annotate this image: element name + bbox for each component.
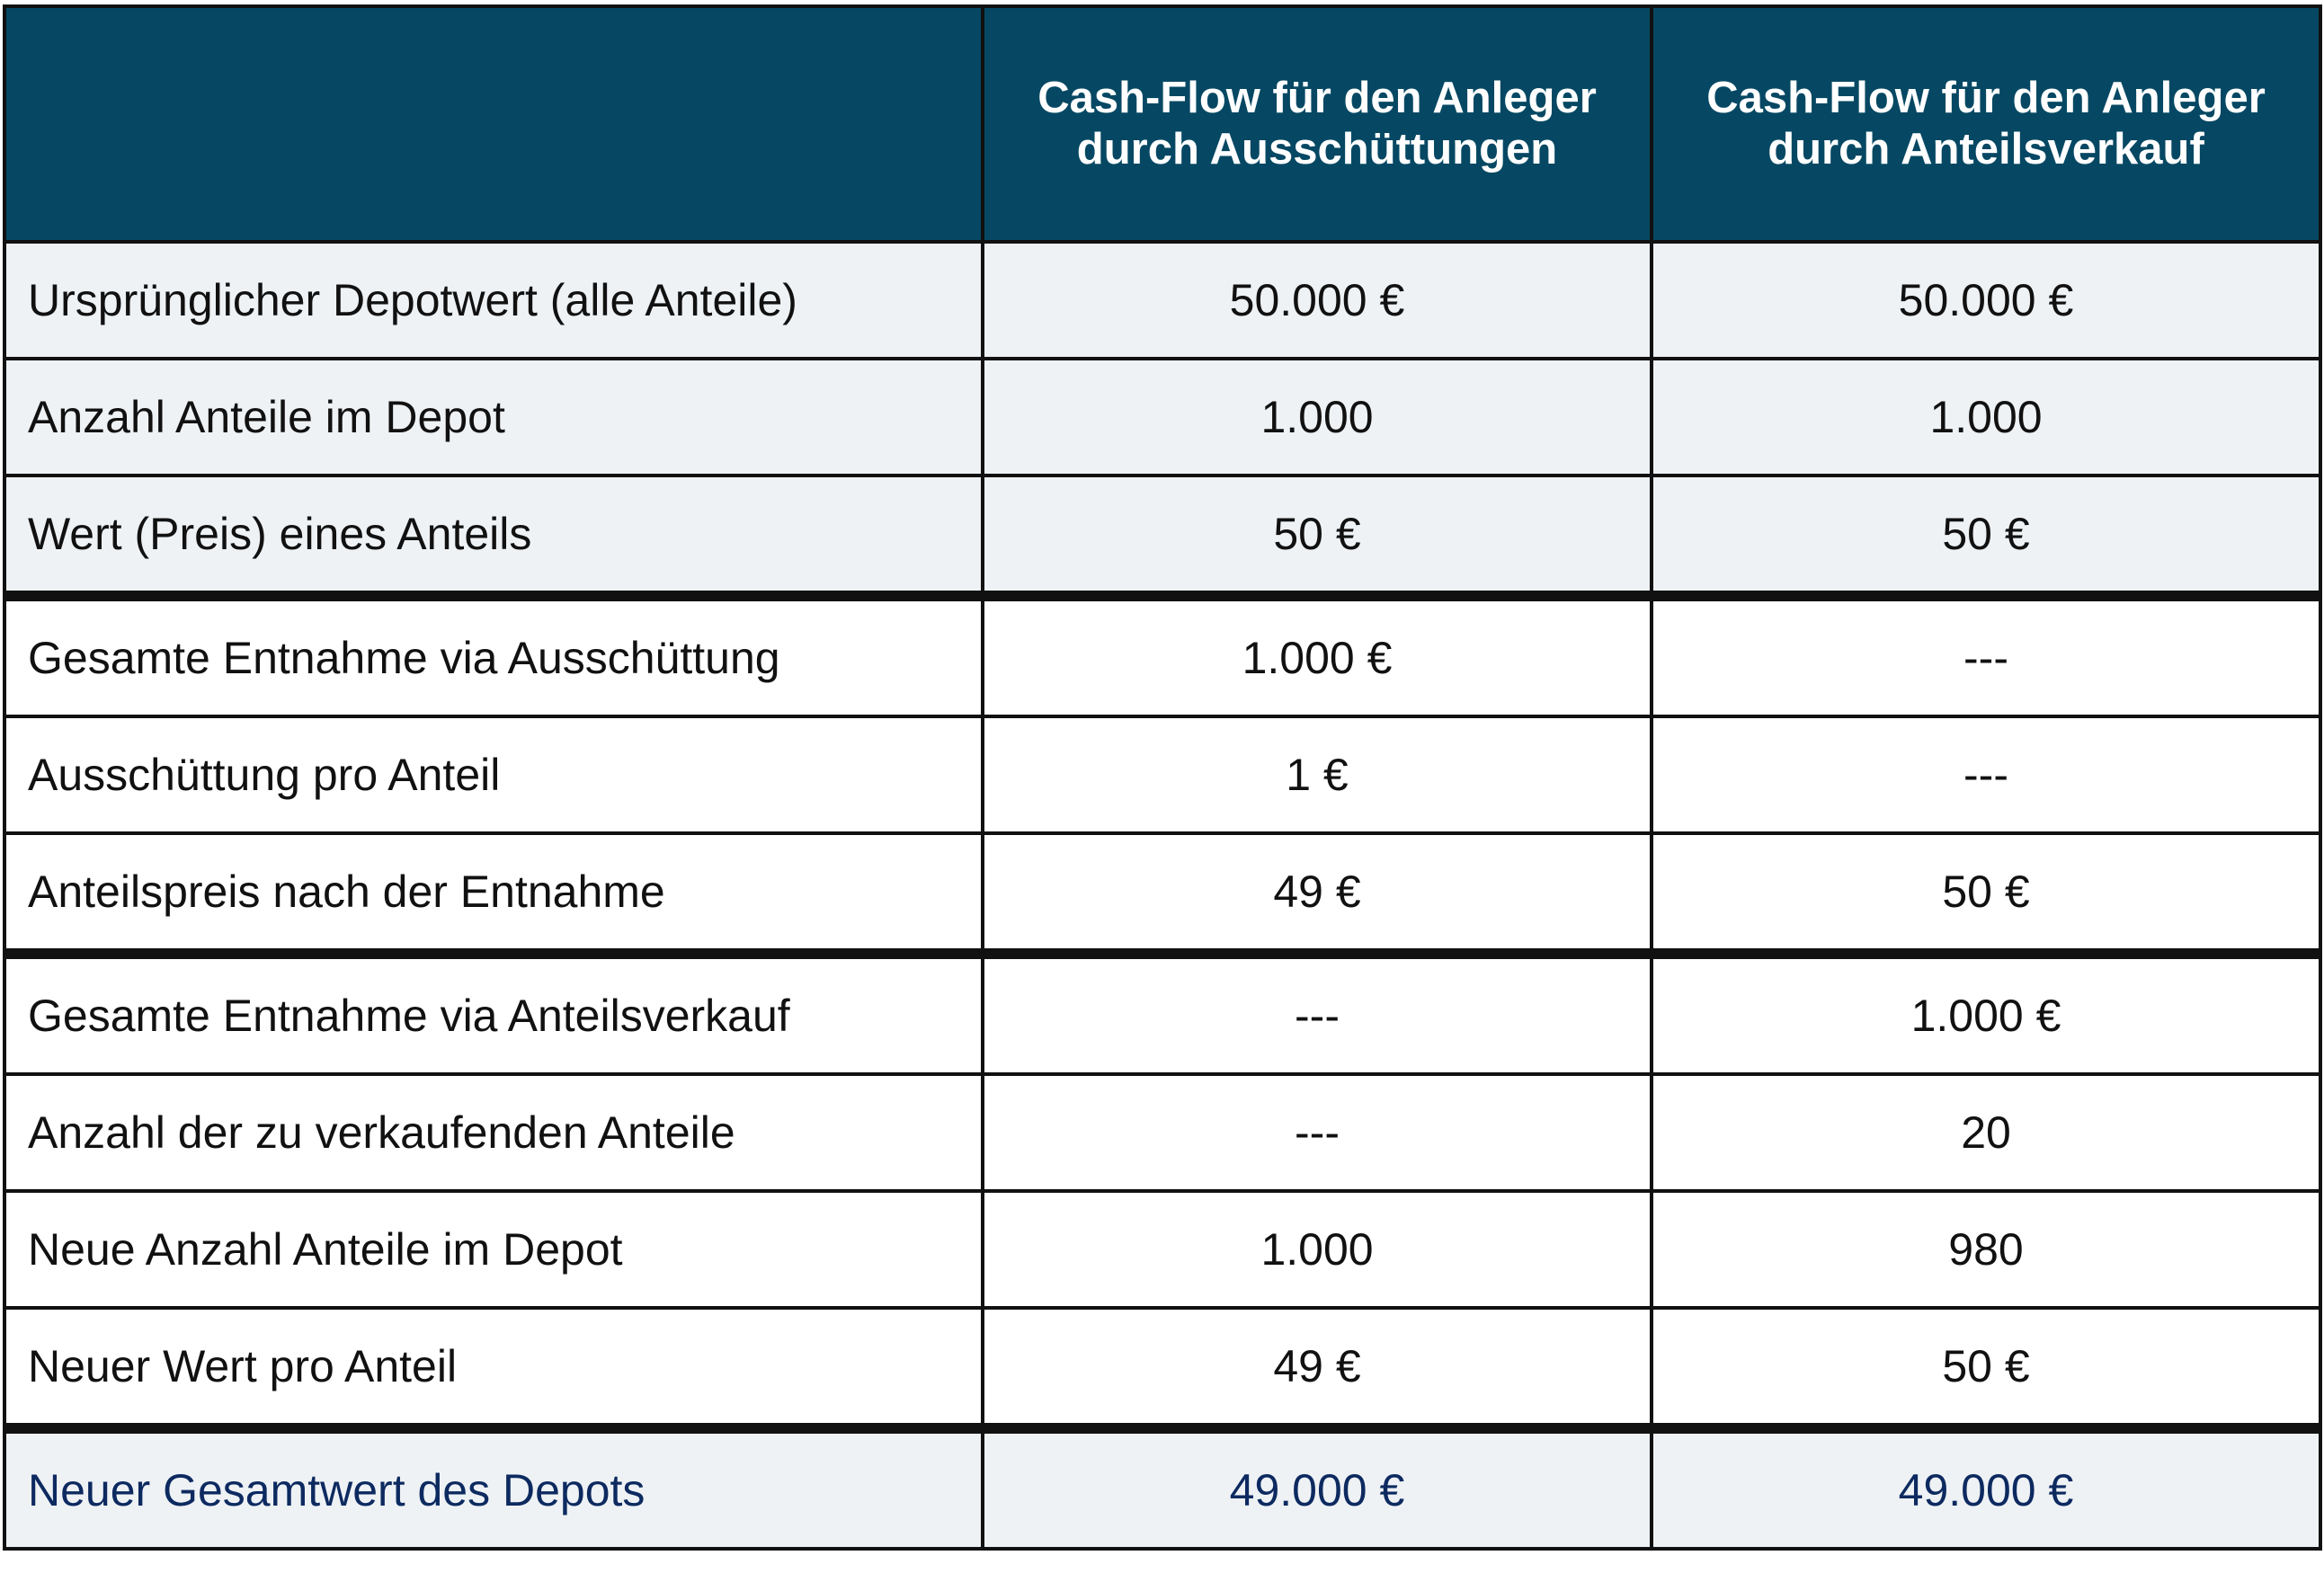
- cell-share-sale-value: 20: [1652, 1074, 2320, 1191]
- row-label: Neuer Wert pro Anteil: [4, 1308, 983, 1428]
- row-label: Wert (Preis) eines Anteils: [4, 475, 983, 596]
- cell-share-sale-value: 50 €: [1652, 475, 2320, 596]
- cell-distribution-value: 50 €: [983, 475, 1652, 596]
- cell-share-sale-value: 1.000: [1652, 359, 2320, 475]
- table-row: [4, 1308, 2320, 1428]
- cash-flow-comparison-table: [3, 4, 2322, 1551]
- header-share-sale-line-2: durch Anteilsverkauf: [1767, 125, 2204, 173]
- total-distribution-value: 49.000 €: [983, 1428, 1652, 1549]
- cell-share-sale-value: ---: [1652, 716, 2320, 833]
- header-share-sale-line-1: Cash-Flow für den Anleger: [1706, 74, 2266, 122]
- cell-distribution-value: 1.000: [983, 359, 1652, 475]
- table-row: [4, 359, 2320, 475]
- cell-distribution-value: 49 €: [983, 833, 1652, 954]
- cell-share-sale-value: 980: [1652, 1191, 2320, 1308]
- row-label: Anteilspreis nach der Entnahme: [4, 833, 983, 954]
- cell-share-sale-value: ---: [1652, 596, 2320, 716]
- table-row: [4, 1074, 2320, 1191]
- total-share-sale-value: 49.000 €: [1652, 1428, 2320, 1549]
- row-label: Anzahl der zu verkaufenden Anteile: [4, 1074, 983, 1191]
- table-row: [4, 954, 2320, 1074]
- header-cell-distribution: [983, 6, 1652, 242]
- cell-distribution-value: 1.000 €: [983, 596, 1652, 716]
- row-label: Gesamte Entnahme via Ausschüttung: [4, 596, 983, 716]
- cell-distribution-value: 1 €: [983, 716, 1652, 833]
- row-label: Ausschüttung pro Anteil: [4, 716, 983, 833]
- total-row: [4, 1428, 2320, 1549]
- table-row: [4, 242, 2320, 359]
- cell-distribution-value: ---: [983, 1074, 1652, 1191]
- header-cell-share-sale: [1652, 6, 2320, 242]
- header-distribution-line-2: durch Ausschüttungen: [1076, 125, 1558, 173]
- total-row-label: Neuer Gesamtwert des Depots: [4, 1428, 983, 1549]
- header-distribution-line-1: Cash-Flow für den Anleger: [1037, 74, 1597, 122]
- table-row: [4, 1191, 2320, 1308]
- cell-share-sale-value: 50 €: [1652, 833, 2320, 954]
- cell-share-sale-value: 50 €: [1652, 1308, 2320, 1428]
- row-label: Anzahl Anteile im Depot: [4, 359, 983, 475]
- cell-share-sale-value: 50.000 €: [1652, 242, 2320, 359]
- cell-distribution-value: ---: [983, 954, 1652, 1074]
- row-label: Neue Anzahl Anteile im Depot: [4, 1191, 983, 1308]
- cell-distribution-value: 50.000 €: [983, 242, 1652, 359]
- table-row: [4, 596, 2320, 716]
- table-header-row: [4, 6, 2320, 242]
- cell-distribution-value: 49 €: [983, 1308, 1652, 1428]
- row-label: Ursprünglicher Depotwert (alle Anteile): [4, 242, 983, 359]
- table-row: [4, 475, 2320, 596]
- table-row: [4, 716, 2320, 833]
- table-row: [4, 833, 2320, 954]
- cell-distribution-value: 1.000: [983, 1191, 1652, 1308]
- comparison-table-container: [3, 4, 2319, 1551]
- header-cell-empty: [4, 6, 983, 242]
- row-label: Gesamte Entnahme via Anteilsverkauf: [4, 954, 983, 1074]
- cell-share-sale-value: 1.000 €: [1652, 954, 2320, 1074]
